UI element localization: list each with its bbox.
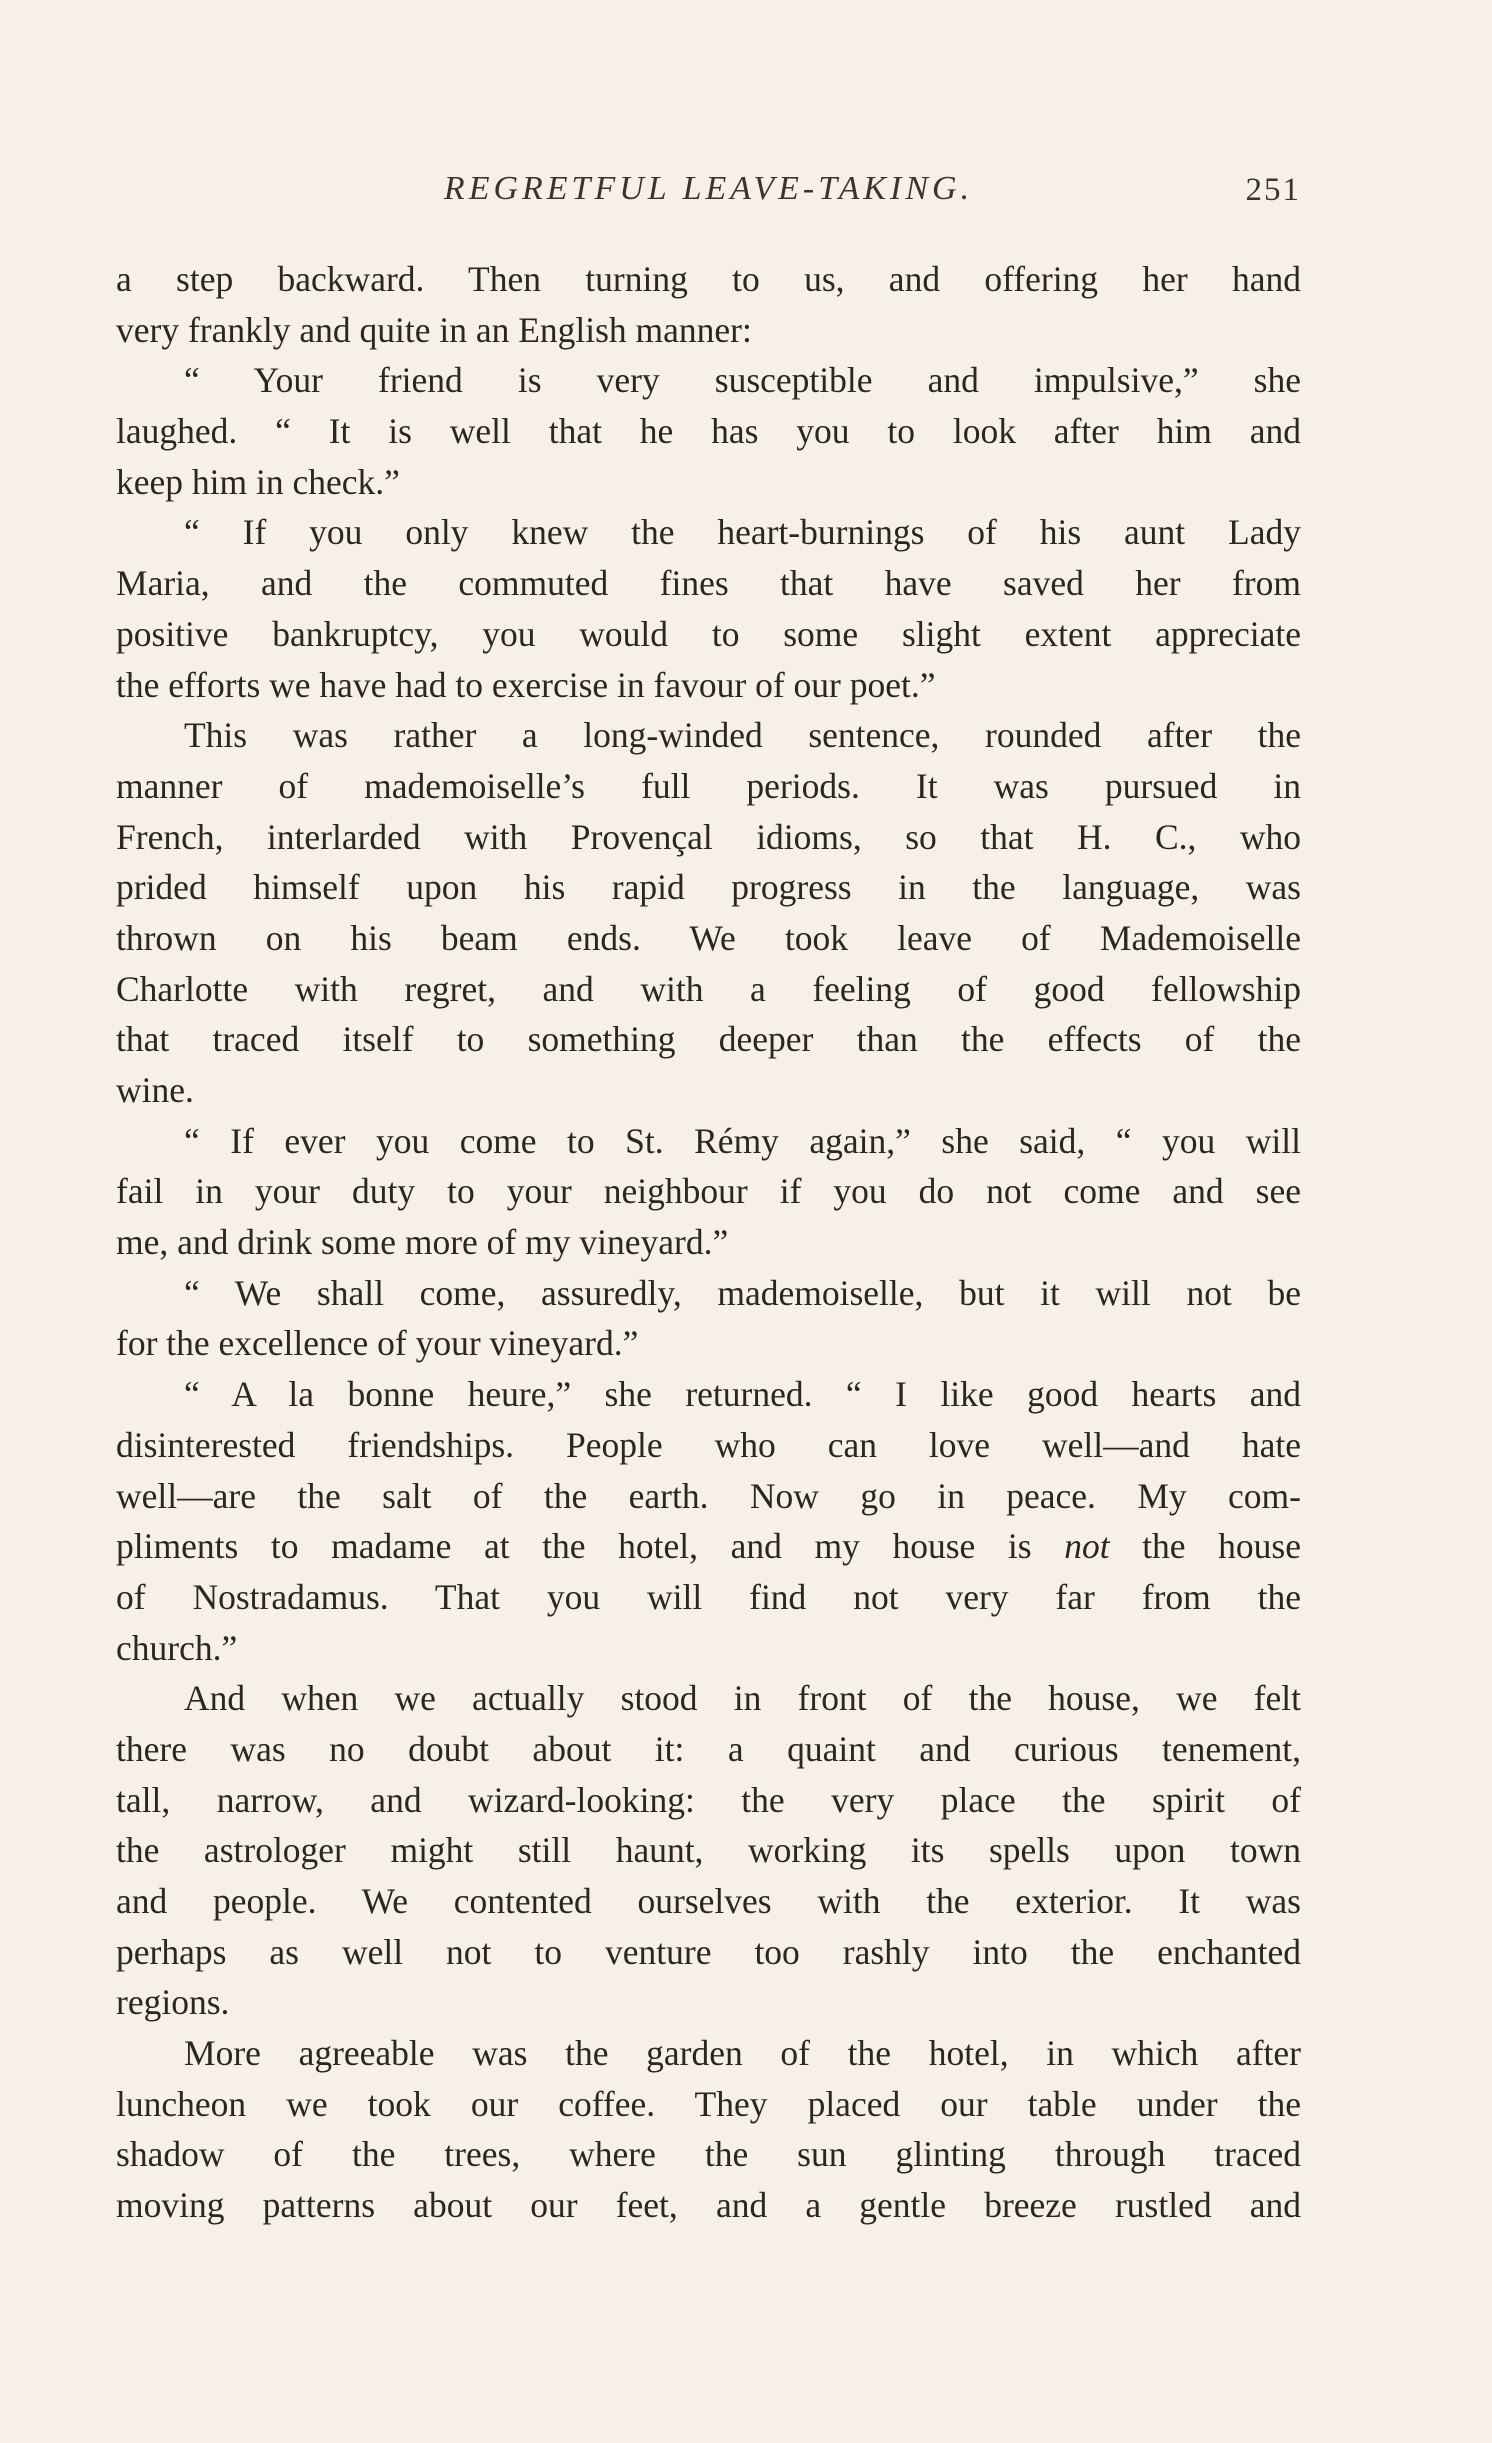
text-line: keep him in check.” bbox=[116, 461, 400, 502]
text-fragment: pliments to madame at the hotel, and my house is bbox=[116, 1526, 1065, 1567]
text-line: moving patterns about our feet, and a gentle breeze rustled and bbox=[116, 2185, 1301, 2226]
text-line: French, interlarded with Provençal idioms, so that H. C., who bbox=[116, 816, 1301, 857]
text-line: “ We shall come, assuredly, mademoiselle, but it will not be bbox=[184, 1272, 1301, 1313]
text-line: of Nostradamus. That you will find not very far from the bbox=[116, 1576, 1301, 1617]
text-line: manner of mademoiselle’s full periods. It was pursued in bbox=[116, 765, 1301, 806]
text-line: and people. We contented ourselves with the exterior. It was bbox=[116, 1881, 1301, 1921]
text-line: “ Your friend is very susceptible and impulsive,” she bbox=[184, 360, 1301, 401]
text-line: that traced itself to something deeper than the effects of the bbox=[116, 1019, 1301, 1060]
text-line: church.” bbox=[116, 1627, 238, 1668]
text-line: perhaps as well not to venture too rashly into the enchanted bbox=[116, 1931, 1301, 1972]
text-line: wine. bbox=[116, 1070, 194, 1110]
text-line: shadow of the trees, where the sun glinting through traced bbox=[116, 2134, 1301, 2175]
text-line: the astrologer might still haunt, working its spells upon town bbox=[116, 1830, 1301, 1871]
text-line: laughed. “ It is well that he has you to look after him and bbox=[116, 411, 1301, 452]
text-line: the efforts we have had to exercise in favour of our poet.” bbox=[116, 664, 936, 705]
text-line: More agreeable was the garden of the hotel, in which after bbox=[184, 2033, 1301, 2074]
page-number: 251 bbox=[1245, 172, 1301, 208]
text-line: This was rather a long-winded sentence, rounded after the bbox=[184, 715, 1301, 756]
text-line: “ A la bonne heure,” she returned. “ I like good hearts and bbox=[184, 1374, 1301, 1415]
text-line: regions. bbox=[116, 1982, 230, 2023]
text-line: for the excellence of your vineyard.” bbox=[116, 1323, 639, 1364]
text-fragment: the house bbox=[1109, 1526, 1301, 1567]
text-line: a step backward. Then turning to us, and offering her hand bbox=[116, 259, 1301, 299]
text-line: fail in your duty to your neighbour if you do not come and see bbox=[116, 1171, 1301, 1212]
text-line: Charlotte with regret, and with a feeling of good fellowship bbox=[116, 968, 1301, 1009]
running-head: REGRETFUL LEAVE-TAKING. bbox=[443, 170, 974, 207]
text-line: me, and drink some more of my vineyard.” bbox=[116, 1222, 729, 1263]
text-line: Maria, and the commuted fines that have saved her from bbox=[116, 563, 1301, 604]
text-line: And when we actually stood in front of the house, we felt bbox=[184, 1678, 1301, 1719]
body-text bbox=[116, 254, 1301, 2231]
text-line: prided himself upon his rapid progress in the language, was bbox=[116, 867, 1301, 908]
text-line: disinterested friendships. People who can love well—and hate bbox=[116, 1424, 1301, 1465]
text-line: “ If ever you come to St. Rémy again,” she said, “ you will bbox=[184, 1120, 1301, 1161]
text-line: very frankly and quite in an English manner: bbox=[116, 309, 752, 350]
text-line: tall, narrow, and wizard-looking: the very place the spirit of bbox=[116, 1779, 1301, 1820]
page-header bbox=[116, 170, 1301, 216]
text-line: “ If you only knew the heart-burnings of his aunt Lady bbox=[184, 512, 1301, 553]
emphasized-word: not bbox=[1064, 1526, 1110, 1567]
text-line: luncheon we took our coffee. They placed our table under the bbox=[116, 2083, 1301, 2124]
text-line: thrown on his beam ends. We took leave of Mademoiselle bbox=[116, 917, 1301, 958]
text-line: positive bankruptcy, you would to some slight extent appreciate bbox=[116, 613, 1301, 654]
text-line: well—are the salt of the earth. Now go in peace. My com- bbox=[116, 1475, 1301, 1516]
text-line: there was no doubt about it: a quaint and curious tenement, bbox=[116, 1728, 1301, 1769]
text-line bbox=[116, 1521, 1301, 1572]
